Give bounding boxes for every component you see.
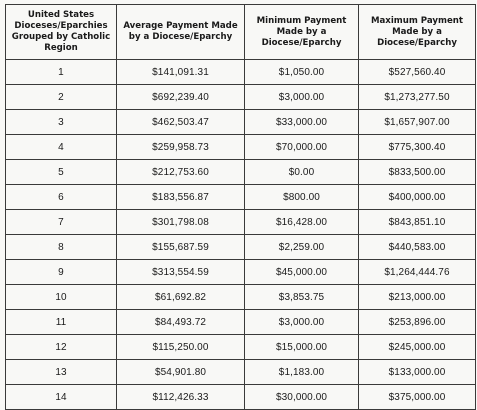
table-row [6,110,476,135]
header-average-payment: Average Payment Made by a Diocese/Eparchy [117,5,245,60]
maximum-payment-cell: $253,896.00 [359,310,476,335]
minimum-payment-cell: $800.00 [245,185,359,210]
region-cell: 11 [6,310,117,335]
minimum-payment-cell: $30,000.00 [245,385,359,410]
region-cell: 14 [6,385,117,410]
region-cell: 8 [6,235,117,260]
maximum-payment-cell: $375,000.00 [359,385,476,410]
table-row [6,235,476,260]
maximum-payment-cell: $1,657,907.00 [359,110,476,135]
header-minimum-payment: Minimum Payment Made by a Diocese/Eparchy [245,5,359,60]
table-row [6,335,476,360]
minimum-payment-cell: $3,853.75 [245,285,359,310]
region-cell: 2 [6,85,117,110]
region-cell: 9 [6,260,117,285]
table-row [6,260,476,285]
maximum-payment-cell: $775,300.40 [359,135,476,160]
table-row [6,85,476,110]
table-row [6,310,476,335]
minimum-payment-cell: $15,000.00 [245,335,359,360]
average-payment-cell: $112,426.33 [117,385,245,410]
minimum-payment-cell: $1,050.00 [245,60,359,85]
average-payment-cell: $61,692.82 [117,285,245,310]
minimum-payment-cell: $2,259.00 [245,235,359,260]
average-payment-cell: $462,503.47 [117,110,245,135]
average-payment-cell: $259,958.73 [117,135,245,160]
average-payment-cell: $115,250.00 [117,335,245,360]
maximum-payment-cell: $133,000.00 [359,360,476,385]
average-payment-cell: $212,753.60 [117,160,245,185]
maximum-payment-cell: $1,273,277.50 [359,85,476,110]
maximum-payment-cell: $245,000.00 [359,335,476,360]
region-cell: 12 [6,335,117,360]
table-row [6,60,476,85]
maximum-payment-cell: $213,000.00 [359,285,476,310]
region-cell: 6 [6,185,117,210]
maximum-payment-cell: $1,264,444.76 [359,260,476,285]
header-row [6,5,476,60]
minimum-payment-cell: $45,000.00 [245,260,359,285]
average-payment-cell: $54,901.80 [117,360,245,385]
region-cell: 10 [6,285,117,310]
header-region: United States Dioceses/Eparchies Grouped by Catholic Region [6,5,117,60]
table-row [6,185,476,210]
maximum-payment-cell: $527,560.40 [359,60,476,85]
minimum-payment-cell: $0.00 [245,160,359,185]
maximum-payment-cell: $440,583.00 [359,235,476,260]
region-cell: 13 [6,360,117,385]
minimum-payment-cell: $16,428.00 [245,210,359,235]
table-row [6,135,476,160]
table-row [6,285,476,310]
average-payment-cell: $141,091.31 [117,60,245,85]
region-cell: 3 [6,110,117,135]
minimum-payment-cell: $70,000.00 [245,135,359,160]
average-payment-cell: $692,239.40 [117,85,245,110]
payment-table [5,4,476,410]
maximum-payment-cell: $833,500.00 [359,160,476,185]
average-payment-cell: $183,556.87 [117,185,245,210]
maximum-payment-cell: $843,851.10 [359,210,476,235]
minimum-payment-cell: $3,000.00 [245,310,359,335]
minimum-payment-cell: $1,183.00 [245,360,359,385]
average-payment-cell: $313,554.59 [117,260,245,285]
region-cell: 4 [6,135,117,160]
table-row [6,210,476,235]
minimum-payment-cell: $33,000.00 [245,110,359,135]
table-row [6,160,476,185]
table-row [6,360,476,385]
region-cell: 5 [6,160,117,185]
average-payment-cell: $301,798.08 [117,210,245,235]
minimum-payment-cell: $3,000.00 [245,85,359,110]
region-cell: 7 [6,210,117,235]
region-cell: 1 [6,60,117,85]
maximum-payment-cell: $400,000.00 [359,185,476,210]
average-payment-cell: $155,687.59 [117,235,245,260]
table-row [6,385,476,410]
average-payment-cell: $84,493.72 [117,310,245,335]
header-maximum-payment: Maximum Payment Made by a Diocese/Eparchy [359,5,476,60]
